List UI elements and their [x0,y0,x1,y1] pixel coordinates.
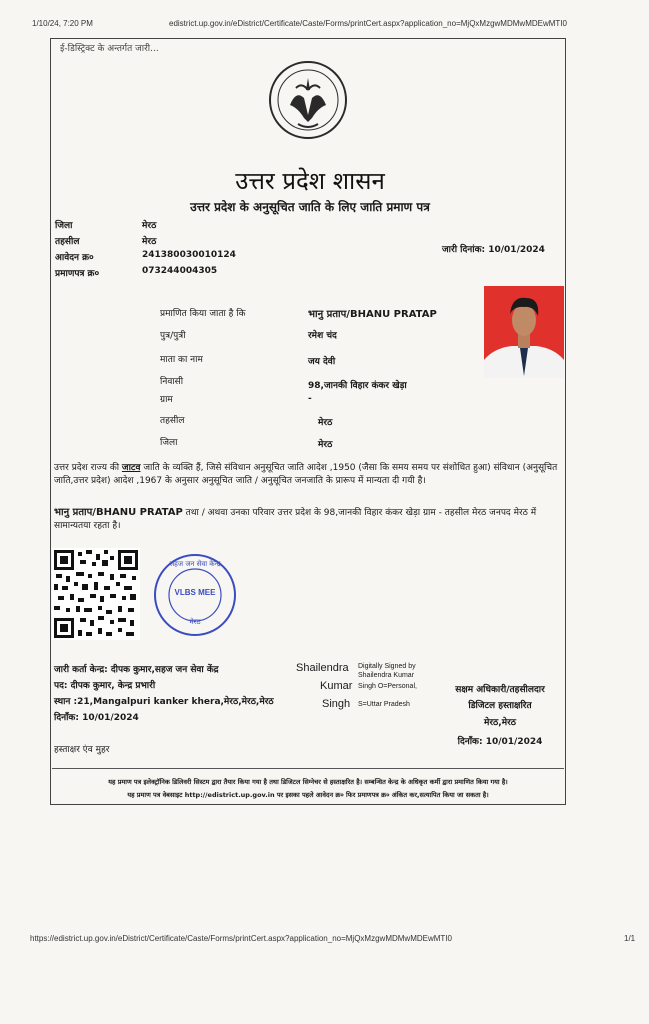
caste-statement-suffix: जाति के व्यक्ति हैं, जिसे संविधान अनुसूचित जाति आदेश ,1950 (जैसा कि समय समय पर संशोधित हुआ) संविधान (अनुसूचित जाति,उत्तर प्रदेश) आदेश ,1967 के अनुसार अनुसूचित जाति / अनुसूचित जनजाति के प्रारूप में मान्यता दी गयी है। [54,463,558,486]
issuer-sign-label: हस्ताक्षर एंव मुहर [54,745,110,755]
issue-date: जारी दिनांक: 10/01/2024 [442,245,545,255]
csc-seal-stamp [152,550,238,640]
authority-block [438,682,562,747]
up-emblem-icon [268,60,348,140]
government-title: उत्तर प्रदेश शासन [235,167,385,195]
authority-signed: डिजिटल हस्ताक्षरित [468,701,532,711]
authority-place: मेरठ,मेरठ [483,718,516,728]
meta-value-tehsil: मेरठ [142,237,157,247]
detail-value-district: मेरठ [318,440,333,450]
detail-label-certify: प्रमाणित किया जाता है कि [160,309,246,319]
stamp-center-text: VLBS MEE [174,588,216,597]
footer-divider [52,768,564,769]
print-footer-url: https://edistrict.up.gov.in/eDistrict/Certificate/Caste/Forms/printCert.aspx?application_no=MjQxMzgwMDMwMDEwMTI0 [30,934,452,943]
detail-value-resident: 98,जानकी विहार कंकर खेड़ा [308,381,407,391]
authority-title: सक्षम अधिकारी/तहसीलदार [455,685,545,695]
sign-detail-line4: S=Uttar Pradesh [358,701,410,708]
footer-line1: यह प्रमाण पत्र इलेक्ट्रॉनिक डिलिवरी सिस्टम द्वारा तैयार किया गया है तथा डिजिटल सिग्नेचर से हस्ताक्षरित है। सम्बन्धित केन्द्र के अधिकृत कर्मी द्वारा प्रमाणित किया गया है। [108,778,508,786]
applicant-photo [484,286,564,378]
print-url: edistrict.up.gov.in/eDistrict/Certificate/Caste/Forms/printCert.aspx?application_no=MjQxMzgwMDMwMDEwMTI0 [169,19,567,28]
footer-line2: यह प्रमाण पत्र वेबसाइट http://edistrict.up.gov.in पर इसका पहले आवेदन क्र० फिर प्रमाणपत्र क्र० अंकित कर,सत्यापित किया जा सकता है। [127,791,489,799]
header-note: ई-डिस्ट्रिक्ट के अन्तर्गत जारी... [60,44,159,54]
sign-name-line1: Shailendra [296,662,349,674]
meta-label-district: जिला [55,221,73,231]
authority-date: दिनाँक: 10/01/2024 [457,737,543,747]
certificate-title: उत्तर प्रदेश के अनुसूचित जाति के लिए जाति प्रमाण पत्र [190,200,430,214]
residence-name: भानु प्रताप/BHANU PRATAP [54,507,183,518]
issuer-center: जारी कर्ता केन्द्र: दीपक कुमार,सहज जन सेवा केंद्र [54,665,219,675]
meta-value-application: 241380030010124 [142,250,236,260]
detail-label-mother: माता का नाम [160,355,203,365]
caste-statement-prefix: उत्तर प्रदेश राज्य की [54,463,122,473]
print-page-count: 1/1 [624,934,636,943]
meta-value-district: मेरठ [142,221,157,231]
detail-label-district: जिला [160,438,178,448]
detail-label-tehsil: तहसील [160,416,185,426]
qr-code-icon [52,548,140,640]
meta-label-certificate-no: प्रमाणपत्र क्र० [55,269,100,279]
detail-value-mother: जय देवी [308,357,336,367]
person-photo-icon [484,286,564,378]
issuer-place: स्थान :21,Mangalpuri kanker khera,मेरठ,मेरठ,मेरठ [54,697,274,707]
detail-value-name: भानु प्रताप/BHANU PRATAP [308,309,437,320]
stamp-top-text: सहज जन सेवा केन्द्र [169,560,221,568]
detail-label-resident: निवासी [160,377,184,387]
sign-name-line3: Singh [322,698,351,710]
caste-name: जाटव [121,463,141,473]
meta-label-application: आवेदन क्र० [55,253,94,263]
issuer-post: पद: दीपक कुमार, केन्द्र प्रभारी [54,681,156,691]
detail-value-village: - [308,394,312,404]
caste-statement [54,462,564,488]
sign-detail-line1: Digitally Signed by [358,663,416,670]
detail-value-father: रमेश चंद [308,331,337,341]
print-timestamp: 1/10/24, 7:20 PM [32,19,93,28]
meta-value-certificate-no: 073244004305 [142,266,218,276]
residence-statement [54,506,564,533]
detail-label-village: ग्राम [160,395,173,405]
digital-signature-block [296,660,436,716]
detail-value-tehsil: मेरठ [318,418,333,428]
residence-text: तथा / अथवा उनका परिवार उत्तर प्रदेश के 98,जानकी विहार कंकर खेड़ा ग्राम - तहसील मेरठ जनपद मेरठ में सामान्यतया रहता है। [54,508,537,531]
meta-label-tehsil: तहसील [55,237,80,247]
detail-label-son-of: पुत्र/पुत्री [160,331,186,341]
sign-detail-line3: Singh O=Personal, [358,683,417,690]
sign-detail-line2: Shailendra Kumar [358,672,415,679]
sign-name-line2: Kumar [320,680,353,692]
issuer-date: दिनाँक: 10/01/2024 [54,713,139,723]
stamp-bottom-text: मेरठ [189,618,201,626]
